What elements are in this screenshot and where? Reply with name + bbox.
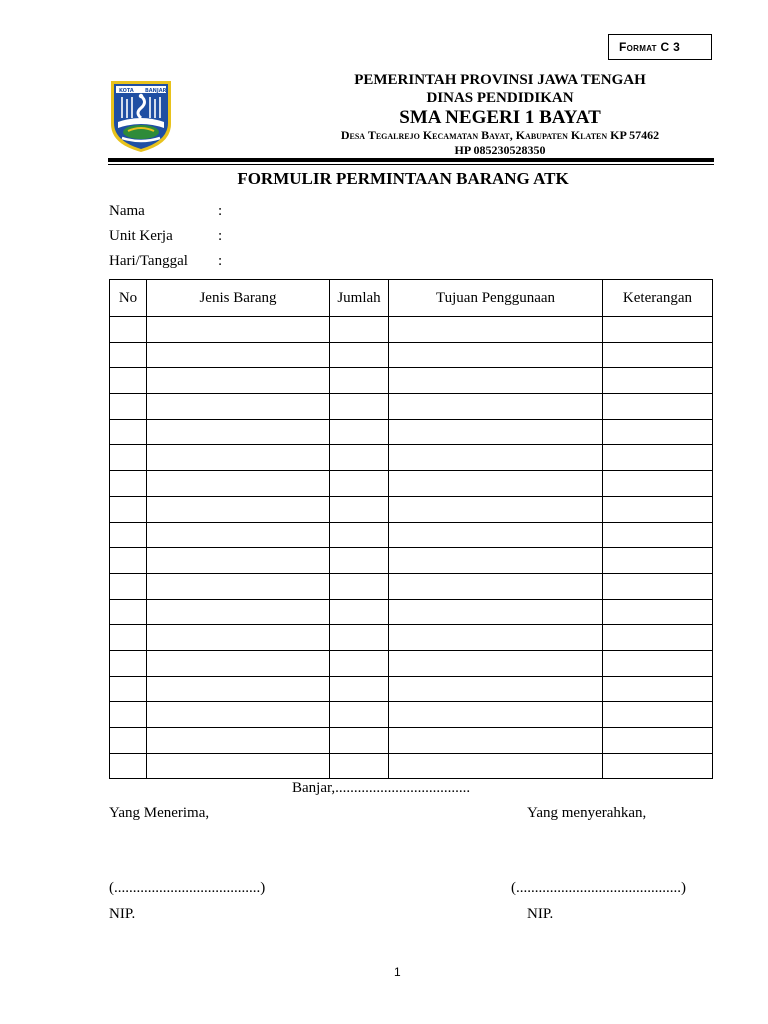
table-row: [110, 445, 713, 471]
table-cell: [603, 676, 713, 702]
table-row: [110, 728, 713, 754]
department-line: DINAS PENDIDIKAN: [426, 90, 574, 106]
table-cell: [603, 702, 713, 728]
regency-logo: [108, 78, 174, 154]
table-cell: [110, 522, 147, 548]
table-cell: [147, 496, 330, 522]
table-cell: [110, 342, 147, 368]
format-label: Format C 3: [619, 40, 681, 54]
table-cell: [330, 445, 389, 471]
table-cell: [330, 676, 389, 702]
table-cell: [110, 496, 147, 522]
table-cell: [603, 625, 713, 651]
table-row: [110, 394, 713, 420]
deliverer-nip: NIP.: [527, 906, 554, 922]
form-title: FORMULIR PERMINTAAN BARANG ATK: [237, 169, 569, 188]
table-cell: [330, 548, 389, 574]
table-row: [110, 573, 713, 599]
table-cell: [330, 702, 389, 728]
page-number: 1: [394, 965, 401, 979]
table-cell: [603, 368, 713, 394]
field-label-unit-kerja: Unit Kerja: [109, 228, 173, 244]
table-cell: [147, 676, 330, 702]
receiver-nip: NIP.: [109, 906, 136, 922]
table-row: [110, 522, 713, 548]
table-cell: [330, 342, 389, 368]
table-row: [110, 650, 713, 676]
table-cell: [330, 522, 389, 548]
table-cell: [389, 471, 603, 497]
table-cell: [110, 368, 147, 394]
table-cell: [603, 650, 713, 676]
table-cell: [110, 625, 147, 651]
table-cell: [110, 753, 147, 779]
table-header-row: [110, 280, 713, 317]
table-cell: [110, 599, 147, 625]
table-cell: [330, 625, 389, 651]
table-cell: [110, 728, 147, 754]
table-cell: [389, 702, 603, 728]
table-cell: [110, 445, 147, 471]
table-cell: [603, 548, 713, 574]
table-cell: [110, 548, 147, 574]
table-cell: [110, 702, 147, 728]
table-row: [110, 702, 713, 728]
table-cell: [330, 728, 389, 754]
column-header-tujuan-penggunaan: Tujuan Penggunaan: [389, 280, 603, 317]
table-row: [110, 342, 713, 368]
table-cell: [110, 471, 147, 497]
table-cell: [330, 317, 389, 343]
table-cell: [389, 394, 603, 420]
table-cell: [389, 496, 603, 522]
field-colon-nama: :: [218, 203, 223, 219]
table-body: [110, 317, 713, 779]
table-cell: [603, 728, 713, 754]
school-name: SMA NEGERI 1 BAYAT: [399, 107, 601, 128]
header-divider-thin: [108, 164, 714, 165]
table-cell: [330, 753, 389, 779]
table-cell: [147, 419, 330, 445]
format-label-box: [608, 34, 712, 60]
table-cell: [389, 317, 603, 343]
table-cell: [389, 625, 603, 651]
table-cell: [147, 342, 330, 368]
table-cell: [147, 522, 330, 548]
shield-emblem-icon: [108, 78, 174, 154]
table-row: [110, 496, 713, 522]
table-cell: [330, 394, 389, 420]
table-cell: [603, 394, 713, 420]
table-row: [110, 599, 713, 625]
column-header-jenis-barang: Jenis Barang: [147, 280, 330, 317]
receiver-name-blank: (.......................................): [109, 880, 266, 896]
table-cell: [603, 317, 713, 343]
field-label-hari-tanggal: Hari/Tanggal: [109, 253, 188, 269]
table-row: [110, 625, 713, 651]
table-row: [110, 368, 713, 394]
request-items-table: [109, 279, 713, 779]
table-cell: [389, 368, 603, 394]
table-cell: [147, 394, 330, 420]
table-cell: [389, 522, 603, 548]
table-cell: [110, 573, 147, 599]
field-colon-unit-kerja: :: [218, 228, 223, 244]
table-cell: [330, 368, 389, 394]
table-cell: [110, 317, 147, 343]
logo-text-right: BANJAR: [145, 88, 167, 94]
field-label-nama: Nama: [109, 203, 145, 219]
table-cell: [110, 650, 147, 676]
table-cell: [389, 445, 603, 471]
table-cell: [603, 419, 713, 445]
table-cell: [389, 728, 603, 754]
table-cell: [147, 728, 330, 754]
government-line: PEMERINTAH PROVINSI JAWA TENGAH: [354, 72, 646, 88]
table-cell: [330, 496, 389, 522]
table-cell: [147, 625, 330, 651]
table-cell: [389, 419, 603, 445]
school-phone: HP 085230528350: [454, 143, 546, 157]
table-cell: [147, 599, 330, 625]
logo-text-left: KOTA: [119, 88, 134, 94]
table-cell: [110, 394, 147, 420]
place-date-line: Banjar,....................................: [292, 780, 471, 796]
table-cell: [147, 368, 330, 394]
table-cell: [147, 445, 330, 471]
table-cell: [389, 676, 603, 702]
table-cell: [603, 342, 713, 368]
table-cell: [603, 573, 713, 599]
table-row: [110, 471, 713, 497]
table-cell: [330, 419, 389, 445]
column-header-no: No: [110, 280, 147, 317]
deliverer-name-blank: (............................................): [511, 880, 686, 896]
school-address: Desa Tegalrejo Kecamatan Bayat, Kabupaten Klaten KP 57462: [340, 128, 660, 142]
table-cell: [147, 471, 330, 497]
table-cell: [389, 599, 603, 625]
table-cell: [330, 650, 389, 676]
table-cell: [389, 573, 603, 599]
table-cell: [389, 753, 603, 779]
column-header-keterangan: Keterangan: [603, 280, 713, 317]
table-cell: [603, 753, 713, 779]
table-cell: [603, 522, 713, 548]
table-cell: [603, 445, 713, 471]
table-cell: [389, 342, 603, 368]
table-row: [110, 419, 713, 445]
receiver-role: Yang Menerima,: [109, 805, 210, 821]
table-cell: [147, 317, 330, 343]
table-cell: [389, 650, 603, 676]
table-cell: [110, 419, 147, 445]
table-cell: [603, 496, 713, 522]
field-colon-hari-tanggal: :: [218, 253, 223, 269]
table-cell: [147, 573, 330, 599]
table-cell: [147, 650, 330, 676]
table-row: [110, 753, 713, 779]
table-row: [110, 317, 713, 343]
column-header-jumlah: Jumlah: [330, 280, 389, 317]
table-cell: [147, 702, 330, 728]
table-cell: [330, 573, 389, 599]
table-cell: [330, 599, 389, 625]
table-cell: [330, 471, 389, 497]
table-row: [110, 548, 713, 574]
table-cell: [147, 548, 330, 574]
table-cell: [603, 471, 713, 497]
table-cell: [147, 753, 330, 779]
table-cell: [389, 548, 603, 574]
deliverer-role: Yang menyerahkan,: [527, 805, 647, 821]
table-row: [110, 676, 713, 702]
table-cell: [603, 599, 713, 625]
table-cell: [110, 676, 147, 702]
header-divider-thick: [108, 158, 714, 162]
